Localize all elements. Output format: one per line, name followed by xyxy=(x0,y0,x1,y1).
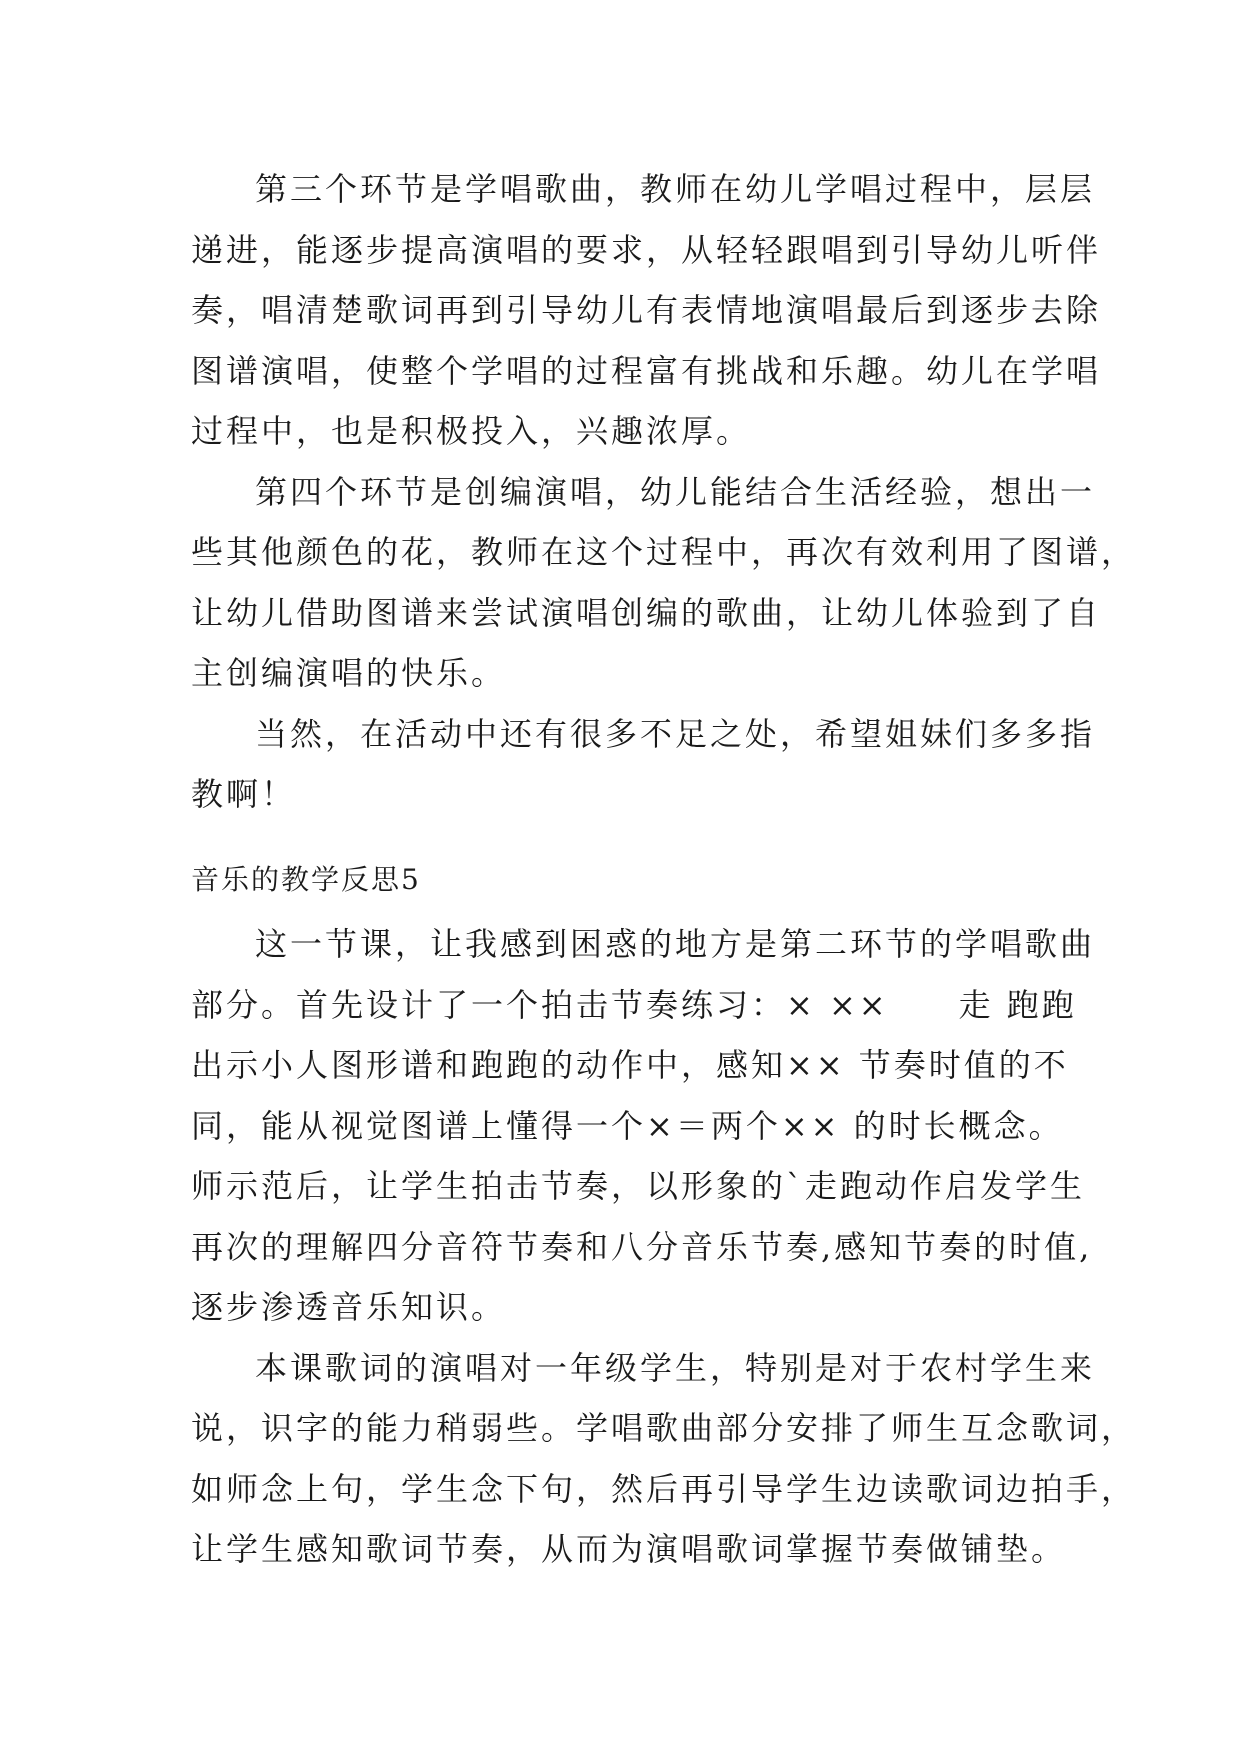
paragraph-line: 同，能从视觉图谱上懂得一个×＝两个×× 的时长概念。 xyxy=(191,1106,1064,1145)
reflection-section-4-body xyxy=(191,159,1137,825)
paragraph-line: 主创编演唱的快乐。 xyxy=(191,654,507,692)
paragraph-line: 递进，能逐步提高演唱的要求，从轻轻跟唱到引导幼儿听伴 xyxy=(191,230,1102,269)
paragraph-line: 师示范后，让学生拍击节奏，以形象的`走跑动作启发学生 xyxy=(191,1167,1086,1205)
paragraph-line: 说，识字的能力稍弱些。学唱歌曲部分安排了师生互念歌词， xyxy=(191,1409,1137,1447)
paragraph-line: 出示小人图形谱和跑跑的动作中，感知×× 节奏时值的不 xyxy=(191,1046,1069,1084)
paragraph-line: 教啊！ xyxy=(191,775,297,813)
paragraph-line: 让学生感知歌词节奏，从而为演唱歌词掌握节奏做铺垫。 xyxy=(191,1530,1067,1568)
paragraph-line: 让幼儿借助图谱来尝试演唱创编的歌曲，让幼儿体验到了自 xyxy=(191,593,1102,632)
paragraph-line: 再次的理解四分音符节奏和八分音乐节奏,感知节奏的时值, xyxy=(191,1227,1093,1266)
paragraph-line: 当然，在活动中还有很多不足之处，希望姐妹们多多指 xyxy=(255,714,1096,753)
paragraph-line: 第三个环节是学唱歌曲，教师在幼儿学唱过程中，层层 xyxy=(255,170,1096,208)
section-heading: 音乐的教学反思5 xyxy=(191,863,421,896)
paragraph-line: 如师念上句，学生念下句，然后再引导学生边读歌词边拍手， xyxy=(191,1469,1137,1508)
paragraph-line: 第四个环节是创编演唱，幼儿能结合生活经验，想出一 xyxy=(255,472,1096,511)
paragraph-line: 逐步渗透音乐知识。 xyxy=(191,1288,507,1326)
reflection-section-5-body xyxy=(191,914,1137,1580)
paragraph-line: 部分。首先设计了一个拍击节奏练习：× ×× 走 跑跑 xyxy=(191,985,1077,1024)
paragraph-line: 图谱演唱，使整个学唱的过程富有挑战和乐趣。幼儿在学唱 xyxy=(191,351,1102,390)
paragraph-line: 过程中，也是积极投入，兴趣浓厚。 xyxy=(191,412,752,450)
paragraph-line: 这一节课，让我感到困惑的地方是第二环节的学唱歌曲 xyxy=(255,925,1096,963)
paragraph-line: 些其他颜色的花，教师在这个过程中，再次有效利用了图谱， xyxy=(191,533,1137,571)
paragraph-line: 本课歌词的演唱对一年级学生，特别是对于农村学生来 xyxy=(255,1348,1096,1387)
paragraph-line: 奏，唱清楚歌词再到引导幼儿有表情地演唱最后到逐步去除 xyxy=(191,291,1102,329)
